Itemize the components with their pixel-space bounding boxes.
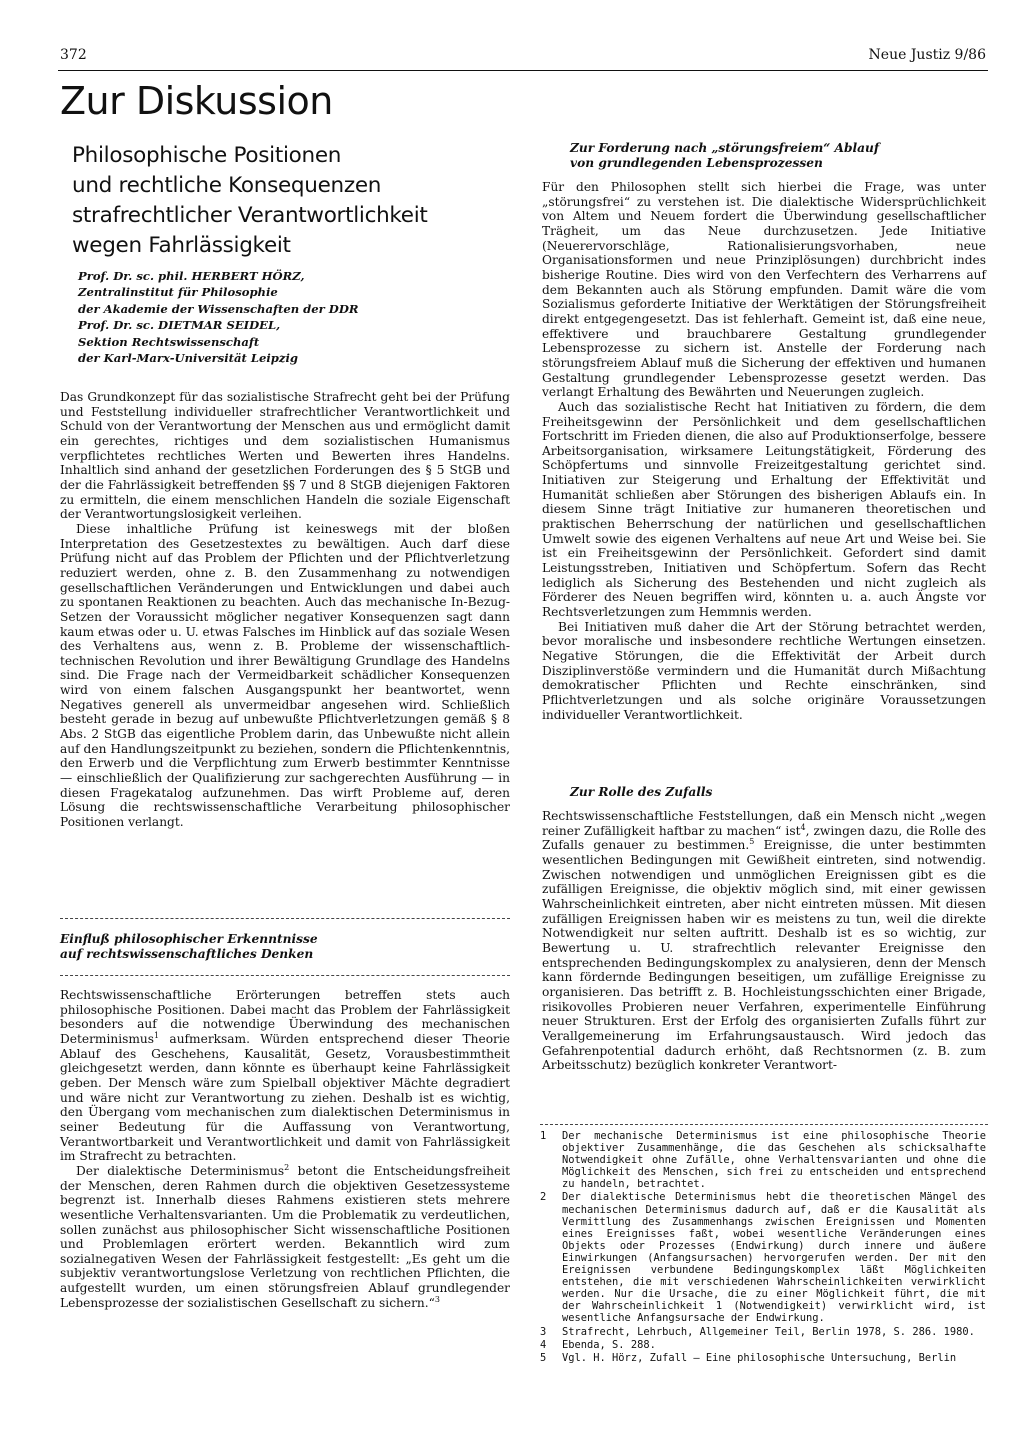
footnote-ref: 3 (434, 1294, 440, 1304)
author-line: Prof. Dr. sc. DIETMAR SEIDEL, (78, 318, 281, 333)
right-column-top (542, 180, 986, 722)
article-title-line: strafrechtlicher Verantwortlichkeit (72, 203, 428, 228)
footnote: 3 Strafrecht, Lehrbuch, Allgemeiner Teil, Berlin 1978, S. 286. 1980. (540, 1325, 975, 1338)
footnote-rule (540, 1124, 988, 1125)
subheading-line: Zur Forderung nach „störungsfreiem“ Ablauf (570, 141, 880, 155)
left-column-intro (60, 390, 510, 830)
footnote: 1 Der mechanische Determinismus ist eine philosophische Theorie objektiver Zusammenhänge, die das Geschehen als schicksalhafte Notwendigkeit ohne Zufälle, ohne Verhaltensvarianten und ohne die Möglichkeit des Menschen, sich frei zu entscheiden und entsprechend zu handeln, betrachtet. (540, 1130, 986, 1191)
author-line: der Akademie der Wissenschaften der DDR (78, 301, 359, 316)
footnotes (540, 1130, 986, 1365)
footnote: 5 Vgl. H. Hörz, Zufall — Eine philosophische Untersuchung, Berlin (540, 1351, 957, 1364)
footnote-ref: 1 (154, 1030, 160, 1040)
footnote: 4 Ebenda, S. 288. (540, 1338, 656, 1351)
paragraph: Diese inhaltliche Prüfung ist keineswegs mit der bloßen Interpretation des Gesetzestextes zu bewältigen. Auch darf diese Prüfung nicht auf das Problem der Pflichten und der Pflichtverletzung reduziert werden, ohne z. B. den Zusammenhang zu notwendigen gesellschaftlichen Veränderungen und Entwicklungen und dabei auch zu spontanen Reaktionen zu beachten. Auch das mechanische In-Bezug-Setzen der Voraussicht möglicher negativer Konsequenzen sagt dann kaum etwas oder u. U. etwas Falsches im Hinblick auf das soziale Wesen des Verhaltens aus, wenn z. B. Probleme der wissenschaftlich-technischen Revolution und ihrer Bewältigung Grundlage des Handelns sind. Die Frage nach der Vermeidbarkeit schädlicher Konsequenzen wird von einem falschen Ausgangspunkt her beantwortet, wenn Negatives generell als unvermeidbar angesehen wird. Schließlich besteht gerade in bezug auf unbewußte Pflichtverletzungen gemäß § 8 Abs. 2 StGB das eigentliche Problem darin, das Unbewußte nicht allein auf den Handlungszeitpunkt zu beziehen, sondern die Pflichtenkenntnis, den Erwerb und die Verpflichtung zum Erwerb bestimmter Kenntnisse — einschließlich der Qualifizierung zur sachgerechten Ausführung — in diesen Fragekatalog aufzunehmen. Das wirft Probleme auf, deren Lösung die rechtswissenschaftliche Verarbeitung philosophischer Positionen verlangt. (60, 521, 510, 830)
subheading-stoerungsfrei (570, 141, 970, 171)
paragraph: Rechtswissenschaftliche Erörterungen betreffen stets auch philosophische Positionen. Dabei macht das Problem der Fahrlässigkeit besonders auf die notwendige Überwindung des mechanischen Determinismus$^1$ aufmerksam. Würden entsprechend dieser Theorie Ablauf des Geschehens, Kausalität, Gesetz, Vorausbestimmtheit gleichgesetzt werden, dann könnte es überhaupt keine Fahrlässigkeit geben. Der Mensch wäre zum Spielball objektiver Mächte degradiert und wäre nicht zur Verantwortung zu ziehen. Deshalb ist es wichtig, den Übergang vom mechanischen zum dialektischen Determinismus in seiner Bedeutung für die Auffassung von Verantwortung, Verantwortbarkeit und Verantwortlichkeit und damit von Fahrlässigkeit im Strafrecht zu betrachten. (60, 988, 510, 1164)
divider (60, 975, 510, 976)
footnote-ref: 2 (284, 1162, 290, 1172)
author-line: Prof. Dr. sc. phil. HERBERT HÖRZ, (78, 269, 305, 283)
paragraph: Auch das sozialistische Recht hat Initiativen zu fördern, die dem Freiheitsgewinn der Persönlichkeit und dem gesellschaftlichen Fortschritt im Frieden dienen, die also auf Produktionserfolge, bessere Arbeitsorganisation, wirksamere Leitungstätigkeit, Förderung des Schöpfertums und sinnvolle Freizeitgestaltung gerichtet sind. Initiativen zur Steigerung und Erhaltung der Effektivität und Humanität schließen aber Störungen des bisherigen Ablaufs ein. In diesem Sinne trägt Initiative zur humaneren theoretischen und praktischen Beherrschung der natürlichen und gesellschaftlichen Umwelt sowie des eigenen Verhaltens auf neue Art und Weise bei. Sie ist ein Freiheitsgewinn der Persönlichkeit. Gefordert sind damit Leistungsstreben, Initiativen und Schöpfertum. Sofern das Recht lediglich als Sicherung des Bestehenden und nicht zugleich als Förderer des Neuen begriffen wird, könnten u. a. auch Ängste vor Rechtsverletzungen zum Hemmnis werden. (542, 399, 986, 620)
author-line: Sektion Rechtswissenschaft (78, 334, 260, 349)
subheading-line: von grundlegenden Lebensprozessen (570, 156, 823, 170)
header-rule (58, 70, 988, 71)
subheading-line: Einfluß philosophischer Erkenntnisse (60, 932, 318, 946)
left-column-body (60, 988, 510, 1310)
footnote-ref: 4 (800, 822, 806, 832)
page-number: 372 (60, 47, 87, 63)
divider (60, 918, 510, 919)
paragraph: Der dialektische Determinismus$^2$ betont die Entscheidungsfreiheit der Menschen, deren Rahmen durch die objektiven Gesetzessysteme begrenzt ist. Innerhalb dieses Rahmens existieren stets mehrere wesentliche Verhaltensvarianten. Um die Problematik zu verdeutlichen, sollen zunächst aus philosophischer Sicht wissenschaftliche Positionen und Problemlagen erörtert werden. Bekanntlich wird zum sozialnegativen Wesen der Fahrlässigkeit festgestellt: „Es geht um die subjektiv verantwortungslose Verletzung von rechtlichen Pflichten, die aufgestellt wurden, um einen störungsfreien Ablauf grundlegender Lebensprozesse der sozialistischen Gesellschaft zu sichern.“$^3$ (60, 1162, 510, 1310)
article-title-line: und rechtliche Konsequenzen (72, 173, 382, 198)
paragraph: Rechtswissenschaftliche Feststellungen, daß ein Mensch nicht „wegen reiner Zufälligkeit haftbar zu machen“ ist$^4$, zwingen dazu, die Rolle des Zufalls genauer zu bestimmen.$^5$ Ereignisse, die unter bestimmten wesentlichen Bedingungen mit Gewißheit eintreten, sind notwendig. Zwischen notwendigen und unmöglichen Ereignissen gibt es die zufälligen Ereignisse, die objektiv möglich sind, mit einer gewissen Wahrscheinlichkeit eintreten, aber nicht eintreten müssen. Mit diesen zufälligen Ereignissen haben wir es meistens zu tun, weil die direkte Notwendigkeit nur selten auftritt. Deshalb ist es so wichtig, zur Bewertung u. U. strafrechtlich relevanter Ereignisse den entsprechenden Bedingungskomplex zu analysieren, denn der Mensch kann fördernde Bedingungen beseitigen, um zufällige Ereignisse zu organisieren. Das betrifft z. B. Hochleistungsschichten einer Brigade, risikovolles Probieren neuer Verfahren, experimentelle Einführung neuer Strukturen. Erst der Erfolg des organisierten Zufalls führt zur Verallgemeinerung im Erfahrungsaustausch. Wird jedoch das Gefahrenpotential dadurch erhöht, daß Rechtsnormen (z. B. zum Arbeitsschutz) bezüglich konkreter Verantwort- (542, 809, 986, 1073)
paragraph: Für den Philosophen stellt sich hierbei die Frage, was unter „störungsfrei“ zu verstehen ist. Die dialektische Widersprüchlichkeit von Altem und Neuem fordert die Überwindung gesellschaftlicher Trägheit, um das Neue durchzusetzen. Jede Initiative (Neuerervorschläge, Rationalisierungsvorhaben, neue Organisationsformen und neue Prinziplösungen) durchbricht indes bisherige Routine. Dies wird von den Verfechtern des Verharrens auf dem Bekannten auch als Störung empfunden. Damit wäre die vom Sozialismus geforderte Initiative der Werktätigen der Störungsfreiheit direkt entgegengesetzt. Das ist fehlerhaft. Gemeint ist, daß eine neue, effektivere und brauchbarere Gestaltung grundlegender Lebensprozesse zu sichern ist. Anstelle der Forderung nach störungsfreiem Ablauf muß die Sicherung der effektiven und humanen Gestaltung grundlegender Lebensprozesse gesetzt werden. Das verlangt Erhaltung des Bewährten und Neuerungen zugleich. (542, 180, 986, 400)
paragraph: Bei Initiativen muß daher die Art der Störung betrachtet werden, bevor moralische und insbesondere rechtliche Wertungen einsetzen. Negative Störungen, die die Effektivität der Arbeit durch Disziplinverstöße vermindern und die Humanität durch Mißachtung demokratischer Pflichten und Rechte einschränken, sind Pflichtverletzungen und als solche originäre Voraussetzungen individueller Verantwortlichkeit. (542, 619, 986, 722)
section-title: Zur Diskussion (60, 79, 333, 123)
journal-issue: Neue Justiz 9/86 (868, 47, 986, 63)
subheading-line: auf rechtswissenschaftliches Denken (60, 947, 314, 961)
subheading-zufall (570, 785, 970, 800)
author-block (78, 268, 498, 366)
paragraph: Das Grundkonzept für das sozialistische Strafrecht geht bei der Prüfung und Feststellung individueller strafrechtlicher Verantwortlichkeit und Schuld von der Verantwortung der Menschen aus und ermöglicht damit ein gerechtes, richtiges und dem sozialistischen Humanismus verpflichtetes rechtliches Werten und Bewerten ihres Handelns. Inhaltlich sind anhand der gesetzlichen Forderungen des § 5 StGB und der die Fahrlässigkeit betreffenden §§ 7 und 8 StGB diejenigen Faktoren zu ermitteln, die einem menschlichen Handeln die soziale Eigenschaft der Verantwortungslosigkeit verleihen. (60, 390, 510, 522)
article-title-line: wegen Fahrlässigkeit (72, 233, 291, 258)
page-header (58, 47, 986, 69)
author-line: Zentralinstitut für Philosophie (78, 285, 278, 300)
subheading-einfluss (60, 932, 510, 962)
footnote-ref: 5 (749, 837, 755, 847)
article-title-line: Philosophische Positionen (72, 143, 342, 168)
author-line: der Karl-Marx-Universität Leipzig (78, 351, 299, 366)
article-title (72, 141, 492, 261)
footnote: 2 Der dialektische Determinismus hebt die theoretischen Mängel des mechanischen Determinismus dadurch auf, daß er die Kausalität als Vermittlung des Zusammenhangs zwischen Ereignissen und Momenten eines Ereignisses faßt, wobei wesentliche Veränderungen eines Objekts oder Prozesses (Endwirkung) durch innere und äußere Einwirkungen (Anfangsursachen) hervorgerufen werden. Der mit den Ereignissen verbundene Bedingungskomplex läßt Möglichkeiten entstehen, die mit verschiedenen Wahrscheinlichkeiten verwirklicht werden. Nur die Ursache, die zu einer Möglichkeit führt, die mit der Wahrscheinlichkeit 1 (Notwendigkeit) verwirklicht wird, ist wesentliche Anfangsursache der Endwirkung. (540, 1191, 986, 1325)
right-column-bottom (542, 809, 986, 1073)
subheading-line: Zur Rolle des Zufalls (570, 785, 713, 799)
